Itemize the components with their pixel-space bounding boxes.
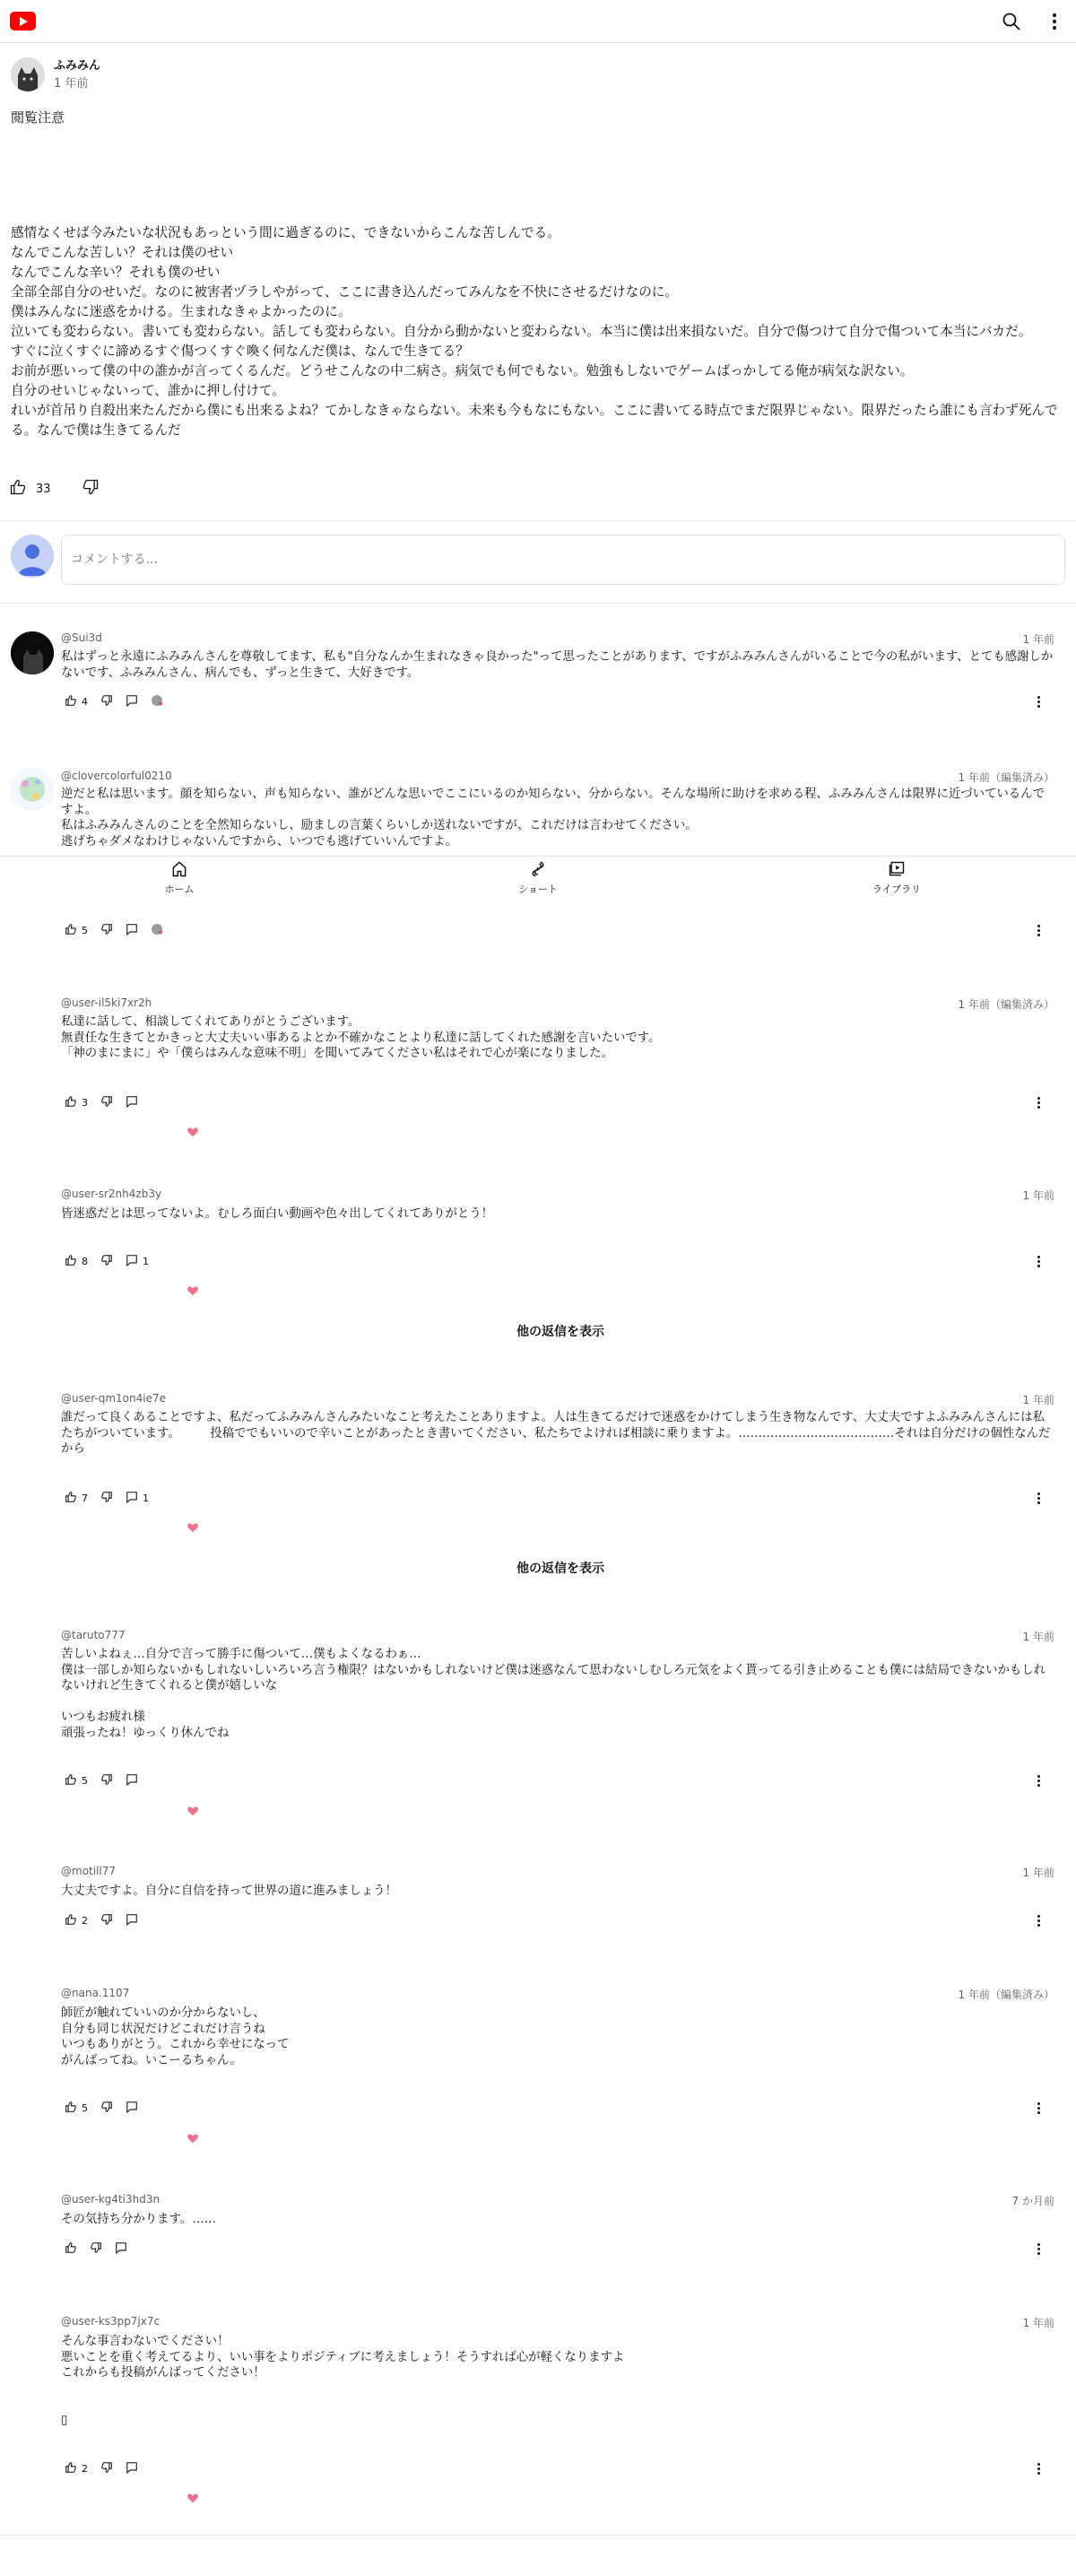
- more-vert-icon[interactable]: [1033, 921, 1044, 939]
- comment-text: その気持ち分かります。……: [61, 2213, 217, 2226]
- show-more-replies-button[interactable]: 他の返信を表示: [516, 1325, 604, 1339]
- comment-author[interactable]: @Sui3d: [61, 631, 102, 644]
- like-icon[interactable]: [65, 2241, 77, 2257]
- comment-actions: [65, 1771, 151, 1789]
- creator-heart-icon: [151, 923, 165, 937]
- nav-shorts-label: ショート: [518, 883, 558, 895]
- like-count: 5: [82, 924, 88, 936]
- divider: [0, 2535, 1076, 2536]
- nav-library-label: ライブラリ: [872, 883, 922, 895]
- reply-icon[interactable]: [126, 1254, 138, 1269]
- comment-time: 1 年前（編集済み）: [958, 1989, 1054, 2001]
- comment-time: 1 年前: [1022, 1394, 1054, 1406]
- reply-icon[interactable]: [126, 694, 138, 709]
- more-vert-icon[interactable]: [1033, 2459, 1044, 2477]
- dislike-icon[interactable]: [90, 2241, 102, 2257]
- dislike-icon[interactable]: [100, 1254, 113, 1269]
- dislike-icon[interactable]: [100, 1913, 113, 1928]
- more-vert-icon[interactable]: [1033, 1252, 1044, 1270]
- heart-icon: [187, 1284, 199, 1297]
- like-count: 5: [82, 1774, 88, 1787]
- library-icon: [888, 860, 906, 878]
- comment-actions: [65, 1093, 151, 1111]
- like-icon[interactable]: [65, 1913, 77, 1928]
- comment-time: 1 年前: [1022, 633, 1054, 646]
- like-count: 2: [82, 1914, 88, 1927]
- comment-actions: [65, 2459, 151, 2477]
- comment-actions: [65, 2099, 151, 2117]
- comment-author[interactable]: @clovercolorful0210: [61, 770, 172, 782]
- comment-author[interactable]: @user-ks3pp7jx7c: [61, 2315, 161, 2328]
- comment-text: 私達に話して、相談してくれてありがとうございます。 無責任な生きてとかきっと大丈夫いい事あるよとか不確かなことより私達に話してくれた感謝を言いたいです。 「神のまにまに」や「僕らはみんな意味不明」を聞いてみてください私はそれで心が楽になりました。: [61, 1015, 661, 1060]
- post-title: 閲覧注意: [11, 109, 65, 126]
- like-count: 33: [36, 482, 51, 496]
- reply-icon[interactable]: [126, 2461, 138, 2476]
- divider: [0, 603, 1076, 604]
- more-vert-icon[interactable]: [1033, 692, 1044, 710]
- comment-time: 1 年前（編集済み）: [958, 998, 1054, 1011]
- more-vert-icon[interactable]: [1033, 1489, 1044, 1507]
- more-vert-icon[interactable]: [1033, 2240, 1044, 2258]
- like-icon[interactable]: [65, 1491, 77, 1506]
- heart-icon: [187, 1805, 199, 1817]
- comment-text: 逆だと私は思います。顔を知らない、声も知らない、誰がどんな思いでここにいるのか知らない、分からない。そんな場所に助けを求める程、ふみみんさんは限界に近づいているんですよ。 私はふみみんさんのことを全然知らないし、励ましの言葉くらいしか送れないですが、これだけは言わせてください。 逃げちゃダメなわけじゃないんですから、いつでも逃げていいんですよ。: [61, 788, 1045, 849]
- nav-home-label: ホーム: [164, 883, 195, 895]
- more-vert-icon[interactable]: [1033, 2099, 1044, 2117]
- comment-actions: [65, 1489, 161, 1507]
- like-icon[interactable]: [65, 694, 77, 709]
- show-more-replies-button[interactable]: 他の返信を表示: [516, 1562, 604, 1576]
- comment-actions: [65, 921, 178, 939]
- more-vert-icon[interactable]: [1033, 1771, 1044, 1789]
- more-vert-icon[interactable]: [1033, 1911, 1044, 1929]
- comment-author[interactable]: @taruto777: [61, 1629, 126, 1641]
- like-count: 5: [82, 2102, 88, 2114]
- post-time: 1 年前: [54, 77, 89, 91]
- dislike-icon[interactable]: [100, 2461, 113, 2476]
- comment-actions: [65, 2240, 140, 2258]
- reply-icon[interactable]: [126, 1095, 138, 1110]
- like-icon[interactable]: [65, 923, 77, 938]
- reply-icon[interactable]: [126, 1491, 138, 1506]
- dislike-icon[interactable]: [100, 1491, 113, 1506]
- top-app-bar: [0, 0, 1076, 43]
- comment-time: 1 年前: [1022, 1631, 1054, 1643]
- youtube-logo[interactable]: [10, 12, 36, 30]
- post-actions: [9, 477, 100, 500]
- creator-heart-icon: [151, 694, 165, 709]
- post-body: 感情なくせば今みたいな状況もあっという間に過ぎるのに、できないからこんな苦しんでる。 なんでこんな苦しい？それは僕のせい なんでこんな辛い？それも僕のせい 全部全部自分のせいだ。なのに被害者ヅラしやがって、ここに書き込んだってみんなを不快にさせるだけなのに。 僕はみんなに迷惑をかける。生まれなきゃよかったのに。 泣いても変わらない。書いても変わらない。話しても変わらない。自分から動かないと変わらない。本当に僕は出来損ないだ。自分で傷つけて自分で傷ついて本当にバカだ。 すぐに泣くすぐに諦めるすぐ傷つくすぐ喚く何なんだ僕は、なんで生きてる？ お前が悪いって僕の中の誰かが言ってくるんだ。どうせこんなの中二病さ。病気でも何でもない。勉強もしないでゲームばっかしてる俺が病気な訳ない。 自分のせいじゃないって、誰かに押し付けて。 れいが首吊り自殺出来たんだから僕にも出来るよね？てかしなきゃならない。未来も今もなにもない。ここに書いてる時点でまだ限界じゃない。限界だったら誰にも言わず死んでる。なんで僕は生きてるんだ: [11, 225, 1058, 438]
- reply-icon[interactable]: [126, 923, 138, 938]
- comment-actions: [65, 1911, 151, 1929]
- dislike-icon[interactable]: [100, 1095, 113, 1110]
- comment-actions: [65, 1252, 161, 1270]
- comment-time: 1 年前: [1022, 1189, 1054, 1202]
- more-vert-icon[interactable]: [1042, 9, 1067, 34]
- comment-author[interactable]: @motill77: [61, 1865, 117, 1877]
- comment-author[interactable]: @user-sr2nh4zb3y: [61, 1188, 162, 1200]
- dislike-icon[interactable]: [100, 694, 113, 709]
- heart-icon: [187, 2492, 199, 2504]
- user-avatar: [11, 535, 54, 578]
- comment-author[interactable]: @user-kg4ti3hd3n: [61, 2193, 161, 2206]
- post-author[interactable]: ふみみん: [54, 59, 101, 73]
- commenter-avatar[interactable]: [11, 768, 54, 811]
- comment-author[interactable]: @user-il5ki7xr2h: [61, 996, 152, 1009]
- divider: [0, 520, 1076, 521]
- reply-icon[interactable]: [115, 2241, 127, 2257]
- like-count: 3: [82, 1096, 88, 1109]
- comment-text: 師匠が触れていいのか分からないし、 自分も同じ状況だけどこれだけ言うね いつもありがとう。これから幸せになって がんばってね。いこーるちゃん。: [61, 2006, 290, 2067]
- like-count: 7: [82, 1492, 88, 1504]
- like-count: 8: [82, 1255, 88, 1267]
- comment-text: 誰だって良くあることですよ、私だってふみみんさんみたいなこと考えたことありますよ。人は生きてるだけで迷惑をかけてしまう生き物なんです、大丈夫ですよふみみんさんには私たちがついています。 投稿ででもいいので辛いことがあったとき書いてください、私たちでよければ相談に乗りますよ。…………………………………それは自分だけの個性なんだから: [61, 1411, 1051, 1456]
- heart-icon: [187, 2132, 199, 2145]
- reply-count: 1: [143, 1492, 149, 1504]
- reply-icon[interactable]: [126, 1773, 138, 1788]
- comment-author[interactable]: @user-qm1on4ie7e: [61, 1392, 166, 1405]
- reply-icon[interactable]: [126, 1913, 138, 1928]
- nav-library[interactable]: [843, 860, 950, 896]
- like-icon[interactable]: [65, 2101, 77, 2116]
- heart-icon: [187, 1126, 199, 1138]
- home-icon: [170, 860, 188, 878]
- like-count: 2: [82, 2462, 88, 2475]
- comment-time: 1 年前: [1022, 1867, 1054, 1879]
- commenter-avatar[interactable]: [11, 631, 54, 674]
- comment-author[interactable]: @nana.1107: [61, 1987, 130, 1999]
- comment-actions: [65, 692, 178, 710]
- like-icon[interactable]: [65, 1095, 77, 1110]
- comment-time: 1 年前: [1022, 2317, 1054, 2329]
- heart-icon: [187, 1521, 199, 1534]
- like-count: 4: [82, 695, 88, 708]
- shorts-icon: [529, 860, 547, 878]
- comment-text: 苦しいよねぇ…自分で言って勝手に傷ついて…僕もよくなるわぁ… 僕は一部しか知らないかもしれないしいろいろ言う権限？はないかもしれないけど僕は迷惑なんて思わないしむしろ元気をよく貰ってる引き止めることも僕には結局できないかもしれないけれど生きてくれると僕が嬉しいな いつもお疲れ様 頑張ったね！ゆっくり休んでね: [61, 1648, 1046, 1740]
- comment-time: 7 か月前: [1011, 2195, 1054, 2207]
- more-vert-icon[interactable]: [1033, 1093, 1044, 1111]
- like-icon[interactable]: [65, 1773, 77, 1788]
- nav-shorts[interactable]: [484, 860, 592, 896]
- comment-text: そんな事言わないでください！ 悪いことを重く考えてるより、いい事をよりポジティブに考えましょう！そうすれば心が軽くなりますよ これからも投稿がんばってください！ ▯: [61, 2335, 625, 2427]
- channel-avatar[interactable]: [11, 57, 45, 91]
- reply-count: 1: [143, 1255, 149, 1267]
- nav-home[interactable]: [126, 860, 233, 896]
- like-icon[interactable]: [65, 1254, 77, 1269]
- like-icon[interactable]: [65, 2461, 77, 2476]
- dislike-icon[interactable]: [100, 1773, 113, 1788]
- dislike-icon[interactable]: [100, 923, 113, 938]
- dislike-icon[interactable]: [82, 478, 100, 500]
- comment-time: 1 年前（編集済み）: [958, 771, 1054, 784]
- comment-text: 皆迷惑だとは思ってないよ。むしろ面白い動画や色々出してくれてありがとう！: [61, 1207, 494, 1221]
- comment-input[interactable]: [61, 535, 1065, 585]
- comment-text: 大丈夫ですよ。自分に自信を持って世界の道に進みましょう！: [61, 1884, 397, 1898]
- comment-text: 私はずっと永遠にふみみんさんを尊敬してます、私も"自分なんか生まれなきゃ良かった"って思ったことがあります、ですがふみみんさんがいることで今の私がいます、とても感謝しかないです、ふみみんさん、病んでも、ずっと生きて、大好きです。: [61, 650, 1054, 680]
- search-icon[interactable]: [999, 9, 1024, 34]
- like-icon[interactable]: [9, 478, 27, 500]
- reply-icon[interactable]: [126, 2101, 138, 2116]
- dislike-icon[interactable]: [100, 2101, 113, 2116]
- bottom-navigation: [0, 856, 1076, 901]
